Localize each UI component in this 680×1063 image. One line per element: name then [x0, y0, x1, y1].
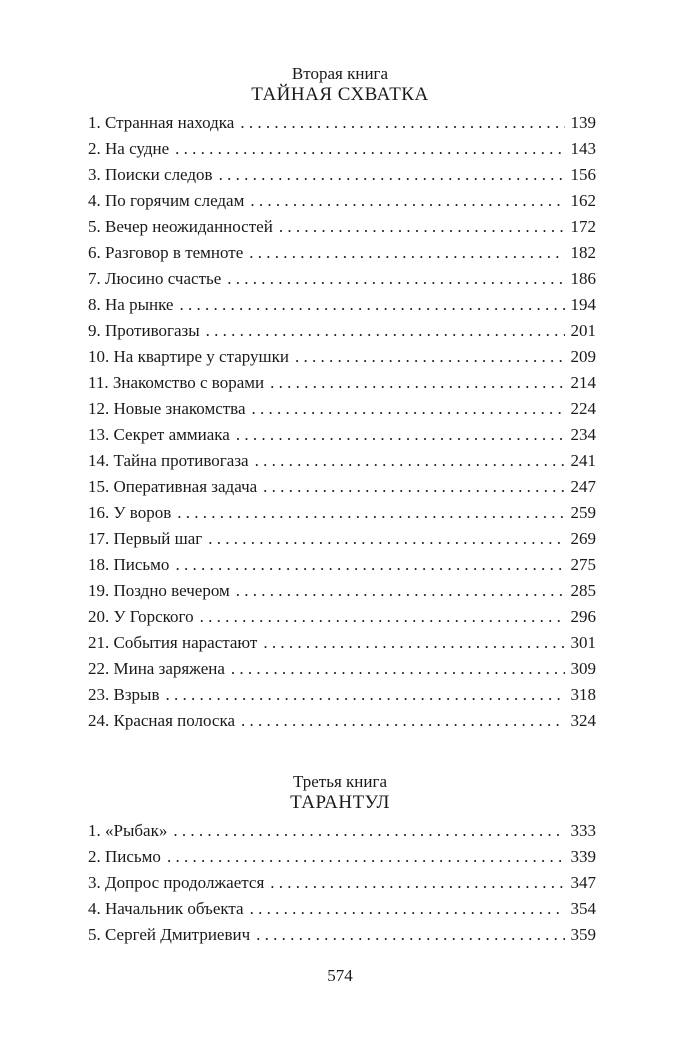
toc-entry — [88, 526, 596, 552]
dot-leader — [236, 578, 565, 604]
dot-leader — [231, 656, 565, 682]
toc-entry — [88, 656, 596, 682]
toc-entry-page: 224 — [570, 399, 596, 418]
toc-entry-page: 275 — [570, 555, 596, 574]
toc-entry — [88, 162, 596, 188]
dot-leader — [256, 922, 564, 948]
toc-entry — [88, 110, 596, 136]
toc-entry-page: 309 — [570, 659, 596, 678]
toc-entry-title: 20. У Горского — [88, 607, 194, 626]
toc-entry — [88, 136, 596, 162]
dot-leader — [173, 818, 564, 844]
toc-entry-page: 209 — [570, 347, 596, 366]
toc-entry-page: 156 — [570, 165, 596, 184]
toc-entry-title: 9. Противогазы — [88, 321, 200, 340]
dot-leader — [167, 844, 565, 870]
toc-entry-page: 139 — [570, 113, 596, 132]
dot-leader — [166, 682, 565, 708]
toc-entry — [88, 344, 596, 370]
toc-entry — [88, 578, 596, 604]
toc-entry-page: 333 — [570, 821, 596, 840]
book-3-title: ТАРАНТУЛ — [290, 792, 390, 813]
toc-entry-title: 8. На рынке — [88, 295, 174, 314]
book-3-section — [0, 772, 680, 948]
toc-entry-title: 1. «Рыбак» — [88, 821, 168, 840]
toc-entry — [88, 474, 596, 500]
dot-leader — [177, 500, 564, 526]
toc-entry — [88, 870, 596, 896]
page-number: 574 — [327, 966, 353, 985]
toc-entry — [88, 682, 596, 708]
dot-leader — [255, 448, 565, 474]
toc-entry — [88, 604, 596, 630]
toc-entry — [88, 818, 596, 844]
toc-entry — [88, 214, 596, 240]
toc-entry-title: 22. Мина заряжена — [88, 659, 225, 678]
toc-entry — [88, 630, 596, 656]
book-3-subtitle: Третья книга — [292, 772, 387, 791]
toc-entry-page: 194 — [570, 295, 596, 314]
toc-entry-title: 4. Начальник объекта — [88, 899, 244, 918]
dot-leader — [270, 370, 564, 396]
toc-entry-page: 285 — [570, 581, 596, 600]
toc-entry — [88, 500, 596, 526]
toc-entry — [88, 448, 596, 474]
toc-entry-page: 354 — [570, 899, 596, 918]
toc-entry-title: 18. Письмо — [88, 555, 170, 574]
toc-entry-page: 269 — [570, 529, 596, 548]
toc-entry-page: 172 — [570, 217, 596, 236]
toc-entry-title: 2. Письмо — [88, 847, 161, 866]
toc-entry — [88, 188, 596, 214]
toc-entry-title: 14. Тайна противогаза — [88, 451, 249, 470]
book-2-title: ТАЙНАЯ СХВАТКА — [251, 84, 429, 105]
toc-entry-page: 241 — [570, 451, 596, 470]
toc-entry-page: 214 — [570, 373, 596, 392]
toc-entry-title: 5. Сергей Дмитриевич — [88, 925, 251, 944]
toc-entry-page: 143 — [570, 139, 596, 158]
dot-leader — [270, 870, 564, 896]
toc-entry — [88, 370, 596, 396]
book-2-contents-list — [0, 110, 680, 734]
toc-entry-title: 23. Взрыв — [88, 685, 160, 704]
toc-entry-title: 10. На квартире у старушки — [88, 347, 289, 366]
dot-leader — [175, 136, 564, 162]
toc-entry-page: 359 — [570, 925, 596, 944]
toc-entry-title: 17. Первый шаг — [88, 529, 203, 548]
dot-leader — [241, 708, 564, 734]
dot-leader — [240, 110, 564, 136]
toc-entry — [88, 240, 596, 266]
toc-entry — [88, 266, 596, 292]
toc-entry-title: 2. На судне — [88, 139, 170, 158]
dot-leader — [206, 318, 565, 344]
toc-entry-title: 16. У воров — [88, 503, 172, 522]
toc-entry-title: 19. Поздно вечером — [88, 581, 230, 600]
toc-entry — [88, 396, 596, 422]
toc-entry-page: 162 — [570, 191, 596, 210]
toc-entry-page: 259 — [570, 503, 596, 522]
toc-entry — [88, 896, 596, 922]
toc-entry-page: 201 — [570, 321, 596, 340]
dot-leader — [250, 896, 565, 922]
toc-entry-title: 11. Знакомство с ворами — [88, 373, 265, 392]
book-2-subtitle: Вторая книга — [291, 64, 389, 83]
dot-leader — [175, 552, 564, 578]
dot-leader — [250, 188, 564, 214]
toc-entry — [88, 708, 596, 734]
toc-entry-title: 3. Поиски следов — [88, 165, 213, 184]
toc-entry-page: 347 — [570, 873, 596, 892]
toc-entry — [88, 318, 596, 344]
toc-entry-title: 1. Странная находка — [88, 113, 235, 132]
dot-leader — [295, 344, 565, 370]
toc-entry-title: 5. Вечер неожиданностей — [88, 217, 273, 236]
toc-entry-title: 7. Люсино счастье — [88, 269, 222, 288]
toc-entry-page: 301 — [570, 633, 596, 652]
book-2-section — [0, 64, 680, 734]
dot-leader — [236, 422, 565, 448]
toc-entry-title: 4. По горячим следам — [88, 191, 245, 210]
toc-entry-title: 6. Разговор в темноте — [88, 243, 244, 262]
toc-entry-page: 186 — [570, 269, 596, 288]
toc-entry — [88, 292, 596, 318]
toc-entry-page: 247 — [570, 477, 596, 496]
toc-entry-page: 324 — [570, 711, 596, 730]
toc-entry-title: 24. Красная полоска — [88, 711, 236, 730]
toc-entry — [88, 844, 596, 870]
toc-entry-title: 15. Оперативная задача — [88, 477, 258, 496]
dot-leader — [219, 162, 565, 188]
dot-leader — [200, 604, 565, 630]
toc-entry-title: 3. Допрос продолжается — [88, 873, 265, 892]
toc-entry-page: 318 — [570, 685, 596, 704]
book-3-contents-list — [0, 818, 680, 948]
toc-entry-title: 13. Секрет аммиака — [88, 425, 230, 444]
toc-entry-page: 182 — [570, 243, 596, 262]
dot-leader — [179, 292, 564, 318]
toc-entry-title: 21. События нарастают — [88, 633, 258, 652]
dot-leader — [252, 396, 565, 422]
toc-entry-page: 339 — [570, 847, 596, 866]
toc-entry — [88, 922, 596, 948]
toc-entry — [88, 552, 596, 578]
toc-entry — [88, 422, 596, 448]
toc-entry-title: 12. Новые знакомства — [88, 399, 246, 418]
toc-entry-page: 234 — [570, 425, 596, 444]
dot-leader — [208, 526, 564, 552]
dot-leader — [279, 214, 565, 240]
dot-leader — [263, 630, 564, 656]
toc-entry-page: 296 — [570, 607, 596, 626]
dot-leader — [227, 266, 564, 292]
dot-leader — [263, 474, 564, 500]
dot-leader — [249, 240, 564, 266]
